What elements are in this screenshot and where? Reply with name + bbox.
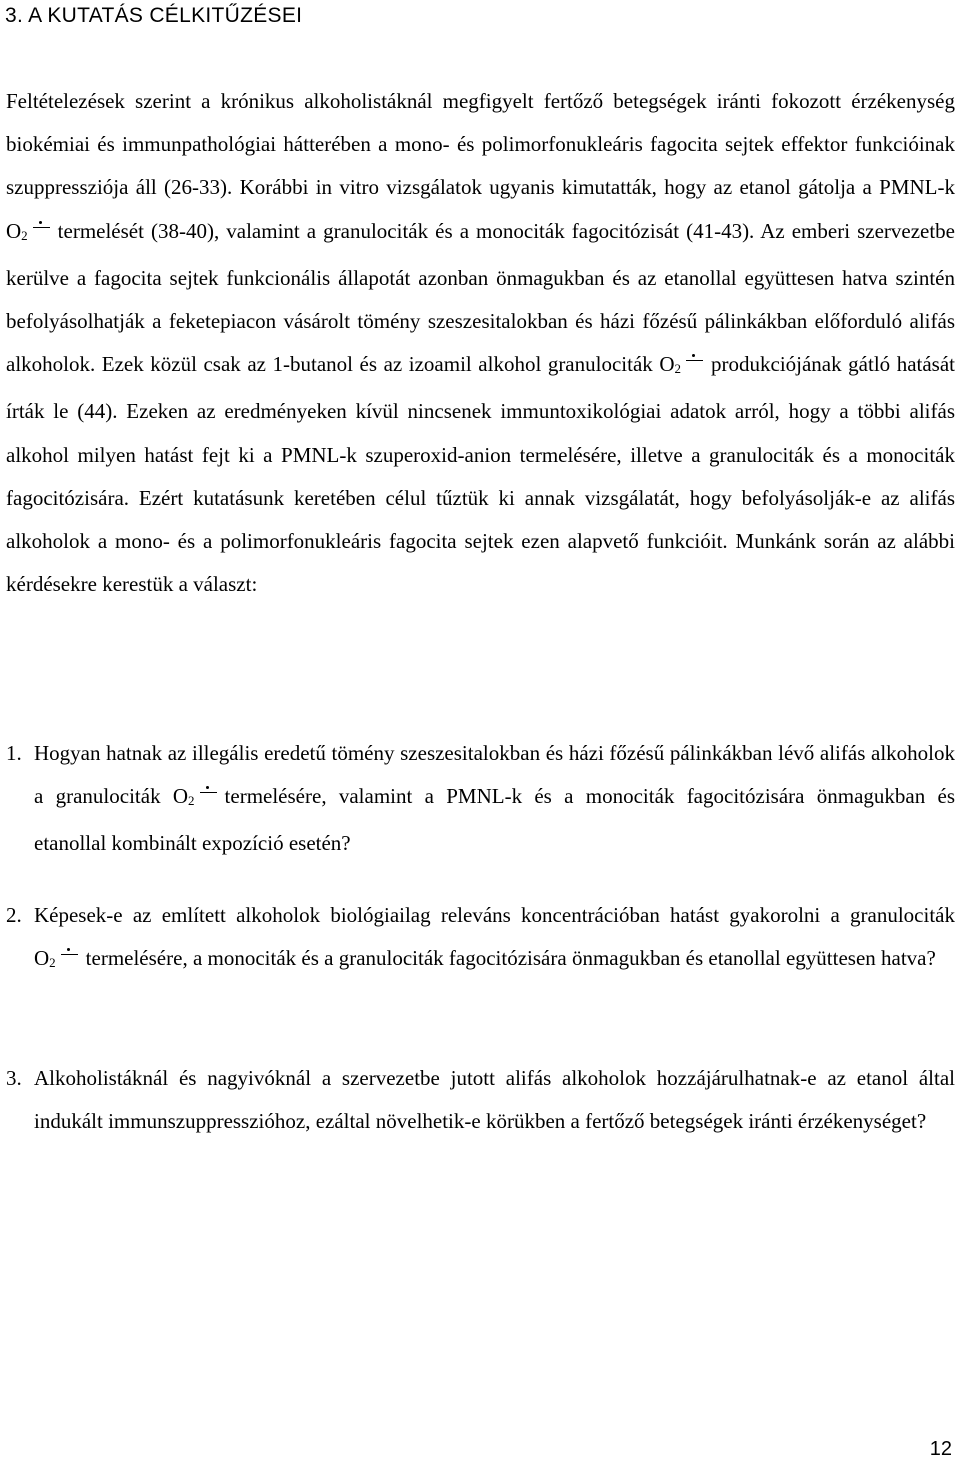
research-question-3 [6, 1057, 955, 1143]
paragraph-text-2: termelését (38-40), valamint a granulociták és a monociták fagocitózisát (41-43). Az emberi szervezetbe kerülve a fagocita sejtek funkcionális állapotát azonban önmagukban és az etanollal együttesen hatva szintén befolyásolhatják a feketepiacon vásárolt tömény szeszesitalokban és házi főzésű pálinkákban előforduló alifás alkoholok. Ezek közül csak az 1-butanol és az izoamil alkohol granulociták [6, 218, 955, 377]
question-number: 3. [6, 1066, 22, 1090]
question-number: 1. [6, 741, 22, 765]
paragraph-text-1: Feltételezések szerint a krónikus alkoholistáknál megfigyelt fertőző betegségek iránti fokozott érzékenység biokémiai és immunpathológiai hátterében a mono- és polimorfonukleáris fagocita sejtek effektor funkcióinak szuppressziója áll (26-33). Korábbi in vitro vizsgálatok ugyanis kimutatták, hogy az etanol gátolja a PMNL-k [6, 89, 955, 200]
formula-base: O [659, 352, 675, 377]
section-heading: 3. A KUTATÁS CÉLKITŰZÉSEI [5, 4, 303, 27]
question-text-2: termelésére, a monociták és a granulociták fagocitózisára önmagukban és etanollal együttesen hatva? [85, 946, 936, 971]
superoxide-formula [173, 784, 225, 808]
formula-base: O [6, 218, 22, 243]
research-question-2 [6, 894, 955, 984]
formula-subscript: 2 [21, 227, 28, 243]
question-text-1: Hogyan hatnak az illegális eredetű tömény szeszesitalokban és házi főzésű pálinkákban lévő alifás alkoholok a granulociták [34, 741, 955, 809]
superoxide-formula [659, 352, 711, 376]
paragraph-text-3: produkciójának gátló hatását írták le (44). Ezeken az eredményeken kívül nincsenek immuntoxikológiai adatok arról, hogy a többi alifás alkohol milyen hatást fejt ki a PMNL-k szuperoxid-anion termelésére, illetve a granulociták és a monociták fagocitózisára. Ezért kutatásunk keretében célul tűztük ki annak vizsgálatát, hogy befolyásolják-e az alifás alkoholok a mono- és a polimorfonukleáris fagocita sejtek ezen alapvető funkcióit. Munkánk során az alábbi kérdésekre kerestük a választ: [6, 352, 955, 597]
page-number: 12 [929, 1438, 952, 1460]
research-question-1 [6, 732, 955, 866]
formula-base: O [172, 784, 189, 809]
question-number: 2. [6, 903, 22, 927]
radical-anion-icon [683, 354, 705, 364]
question-text-1: Képesek-e az említett alkoholok biológiailag releváns koncentrációban hatást gyakorolni a granulociták [34, 903, 955, 927]
formula-subscript: 2 [188, 793, 195, 809]
radical-anion-icon [30, 221, 52, 231]
formula-base: O [34, 946, 50, 971]
question-text-2: termelésére, valamint a PMNL-k és a monociták fagocitózisára önmagukban és etanollal kombinált expozíció esetén? [34, 784, 956, 856]
formula-subscript: 2 [674, 361, 681, 377]
formula-subscript: 2 [49, 955, 56, 971]
superoxide-formula [34, 946, 86, 970]
radical-anion-icon [58, 948, 80, 958]
superoxide-formula [6, 219, 58, 243]
radical-anion-icon [197, 786, 219, 796]
intro-paragraph [6, 80, 955, 606]
question-text-1: Alkoholistáknál és nagyivóknál a szervezetbe jutott alifás alkoholok hozzájárulhatnak-e az etanol által indukált immunszuppresszióhoz, ezáltal növelhetik-e körükben a fertőző betegségek iránti érzékenységet? [34, 1066, 955, 1134]
